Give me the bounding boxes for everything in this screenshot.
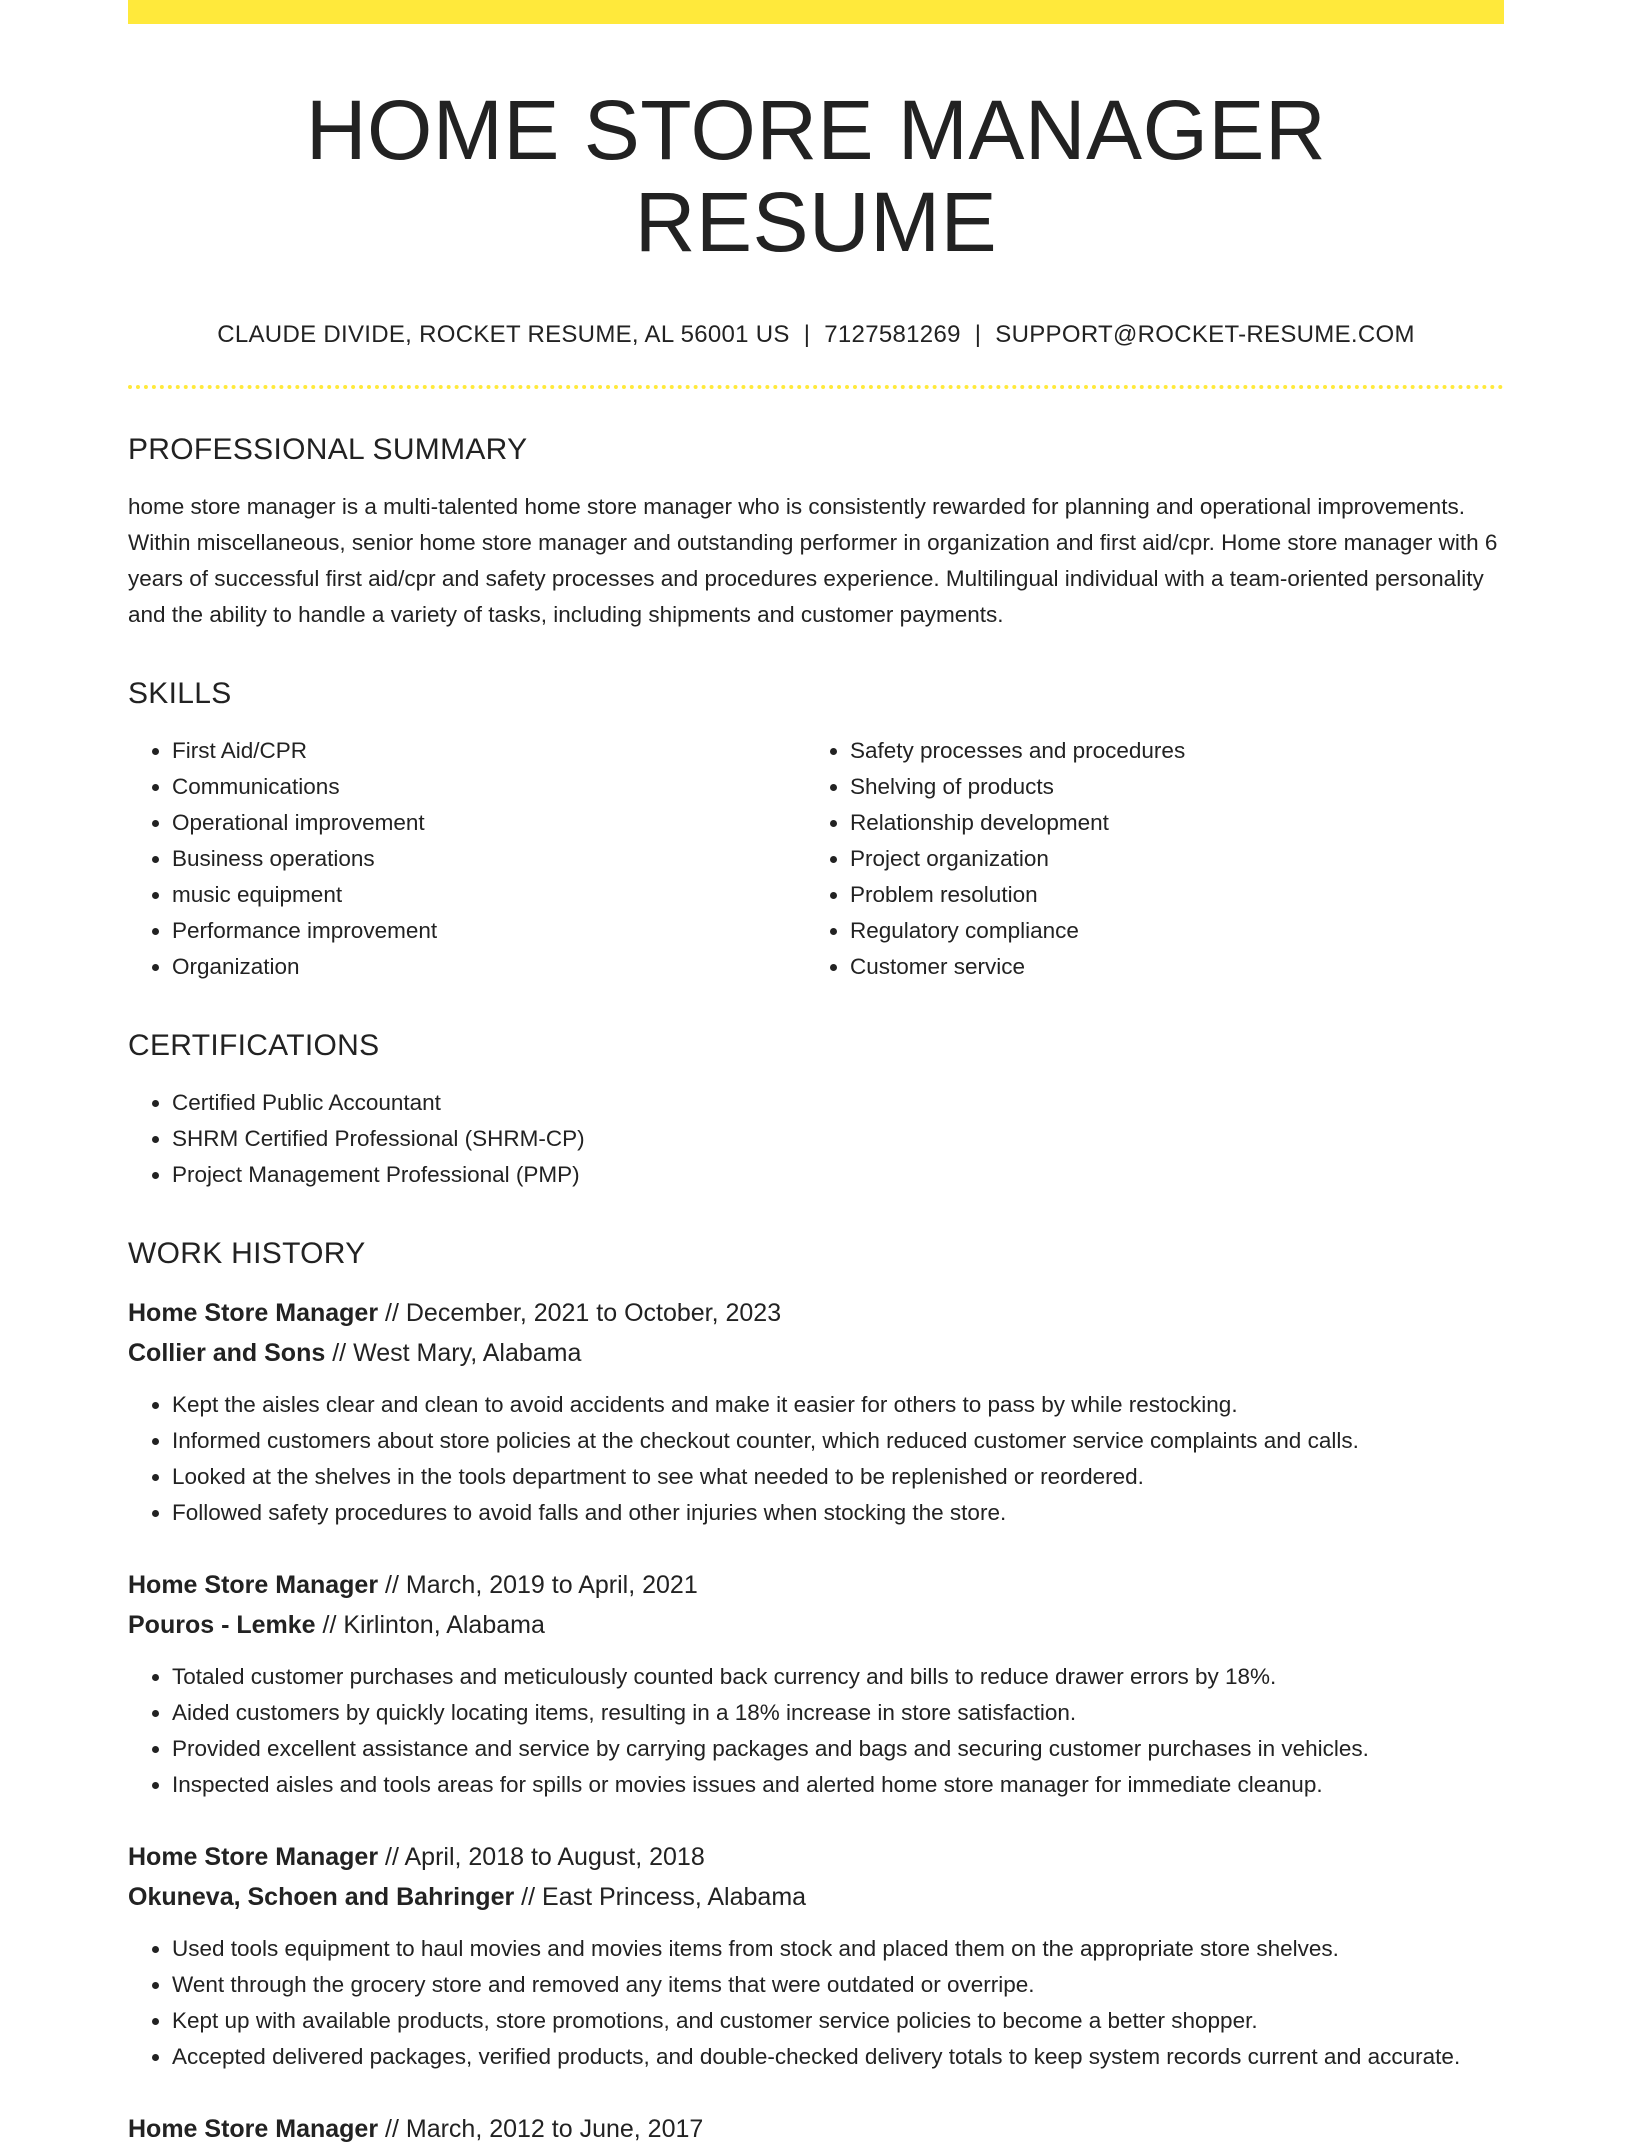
certifications-section <box>128 1029 1504 1193</box>
work-history-section <box>128 1237 1504 2149</box>
contact-phone: 7127581269 <box>824 320 961 348</box>
skills-columns <box>128 733 1504 985</box>
job-entry <box>128 1565 1504 1803</box>
job-separator: // <box>385 2114 399 2143</box>
job-title-line <box>128 1837 1504 1877</box>
section-heading: SKILLS <box>128 676 232 710</box>
job-bullet: • Kept the aisles clear and clean to avoid accidents and make it easier for others to pass by while restocking. <box>172 1387 1504 1423</box>
skill-item: • music equipment <box>172 877 806 913</box>
job-title: Home Store Manager <box>128 2114 379 2143</box>
job-location: West Mary, Alabama <box>353 1338 582 1367</box>
contact-separator: | <box>974 320 982 348</box>
certification-item: • Certified Public Accountant <box>172 1085 1504 1121</box>
job-company: Okuneva, Schoen and Bahringer <box>128 1882 515 1911</box>
job-company-line <box>128 1333 1504 1373</box>
skill-item: • Project organization <box>850 841 1484 877</box>
certification-item: • SHRM Certified Professional (SHRM-CP) <box>172 1121 1504 1157</box>
job-title-line <box>128 2109 1504 2149</box>
skill-item: • Business operations <box>172 841 806 877</box>
job-bullet: • Aided customers by quickly locating items, resulting in a 18% increase in store satisfaction. <box>172 1695 1504 1731</box>
skill-item: • Regulatory compliance <box>850 913 1484 949</box>
summary-text: home store manager is a multi-talented home store manager who is consistently rewarded for planning and operational improvements. Within miscellaneous, senior home store manager and outstanding performer in organization and first aid/cpr. Home store manager with 6 years of successful first aid/cpr and safety processes and procedures experience. Multilingual individual with a team-oriented personality and the ability to handle a variety of tasks, including shipments and customer payments. <box>128 493 1498 627</box>
contact-separator: | <box>803 320 811 348</box>
job-dates: March, 2019 to April, 2021 <box>405 1570 698 1599</box>
job-dates: March, 2012 to June, 2017 <box>405 2114 704 2143</box>
section-heading: CERTIFICATIONS <box>128 1028 380 1062</box>
job-company: Collier and Sons <box>128 1338 326 1367</box>
skills-column-left <box>128 733 806 985</box>
job-bullet: • Accepted delivered packages, verified products, and double-checked delivery totals to keep system records current and accurate. <box>172 2039 1504 2075</box>
job-title: Home Store Manager <box>128 1570 379 1599</box>
job-bullet: • Looked at the shelves in the tools department to see what needed to be replenished or reordered. <box>172 1459 1504 1495</box>
job-entry <box>128 1293 1504 1531</box>
skills-section <box>128 677 1504 985</box>
skill-item: • Problem resolution <box>850 877 1484 913</box>
job-company: Pouros - Lemke <box>128 1610 316 1639</box>
job-company-line <box>128 1605 1504 1645</box>
job-bullets <box>128 1931 1504 2075</box>
skill-item: • Performance improvement <box>172 913 806 949</box>
skill-item: • Communications <box>172 769 806 805</box>
job-title-line <box>128 1565 1504 1605</box>
skill-item: • Shelving of products <box>850 769 1484 805</box>
certification-item: • Project Management Professional (PMP) <box>172 1157 1504 1193</box>
job-location: Kirlinton, Alabama <box>343 1610 545 1639</box>
job-bullet: • Inspected aisles and tools areas for spills or movies issues and alerted home store manager for immediate cleanup. <box>172 1767 1504 1803</box>
job-bullet: • Totaled customer purchases and meticulously counted back currency and bills to reduce drawer errors by 18%. <box>172 1659 1504 1695</box>
section-heading: PROFESSIONAL SUMMARY <box>128 432 528 466</box>
certifications-list <box>128 1085 1504 1193</box>
dotted-divider <box>128 385 1504 389</box>
skill-item: • Organization <box>172 949 806 985</box>
job-separator: // <box>385 1842 399 1871</box>
job-bullet: • Used tools equipment to haul movies and movies items from stock and placed them on the appropriate store shelves. <box>172 1931 1504 1967</box>
job-separator: // <box>521 1882 536 1911</box>
job-title: Home Store Manager <box>128 1842 379 1871</box>
job-bullet: • Went through the grocery store and removed any items that were outdated or overripe. <box>172 1967 1504 2003</box>
job-bullet: • Followed safety procedures to avoid falls and other injuries when stocking the store. <box>172 1495 1504 1531</box>
contact-line <box>128 321 1504 349</box>
job-title: Home Store Manager <box>128 1298 379 1327</box>
skill-item: • Relationship development <box>850 805 1484 841</box>
contact-address: CLAUDE DIVIDE, ROCKET RESUME, AL 56001 US <box>217 320 790 348</box>
skill-item: • Safety processes and procedures <box>850 733 1484 769</box>
section-heading: WORK HISTORY <box>128 1236 366 1270</box>
job-location: East Princess, Alabama <box>542 1882 807 1911</box>
job-bullet: • Kept up with available products, store promotions, and customer service policies to become a better shopper. <box>172 2003 1504 2039</box>
job-dates: December, 2021 to October, 2023 <box>405 1298 782 1327</box>
resume-title: HOME STORE MANAGER RESUME <box>305 83 1327 270</box>
job-bullet: • Provided excellent assistance and service by carrying packages and bags and securing customer purchases in vehicles. <box>172 1731 1504 1767</box>
job-dates: April, 2018 to August, 2018 <box>404 1842 705 1871</box>
skill-item: • First Aid/CPR <box>172 733 806 769</box>
job-separator: // <box>385 1570 399 1599</box>
resume-page <box>128 0 1504 2149</box>
skills-list <box>128 733 806 985</box>
job-entry <box>128 1837 1504 2075</box>
summary-section <box>128 433 1504 633</box>
skills-column-right <box>806 733 1484 985</box>
job-entry <box>128 2109 1504 2149</box>
accent-bar <box>128 0 1504 24</box>
job-bullets <box>128 1387 1504 1531</box>
job-bullets <box>128 1659 1504 1803</box>
job-separator: // <box>322 1610 337 1639</box>
skill-item: • Customer service <box>850 949 1484 985</box>
job-company-line <box>128 1877 1504 1917</box>
job-separator: // <box>385 1298 399 1327</box>
skill-item: • Operational improvement <box>172 805 806 841</box>
job-separator: // <box>332 1338 347 1367</box>
job-bullet: • Informed customers about store policies at the checkout counter, which reduced customer service complaints and calls. <box>172 1423 1504 1459</box>
skills-list <box>806 733 1484 985</box>
contact-email: SUPPORT@ROCKET-RESUME.COM <box>995 320 1415 348</box>
job-title-line <box>128 1293 1504 1333</box>
